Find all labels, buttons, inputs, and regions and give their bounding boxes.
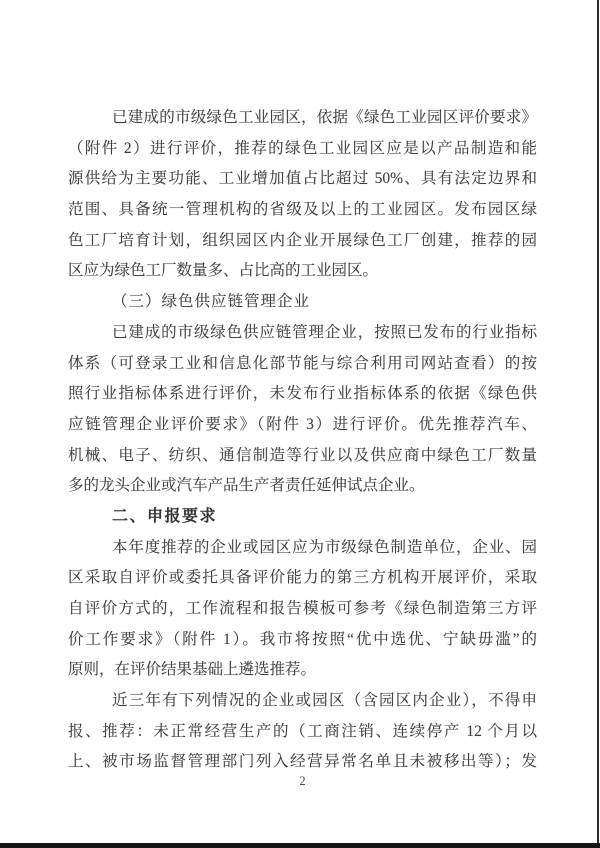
text-line: 近三年有下列情况的企业或园区（含园区内企业），不得申 [112, 692, 537, 710]
section-heading: （三）绿色供应链管理企业 [112, 293, 311, 311]
text-line: 原则，在评价结果基础上遴选推荐。 [68, 661, 317, 679]
text-line: 上、被市场监督管理部门列入经营异常名单且未被移出等）；发 [68, 753, 537, 771]
text-line: 范围、具备统一管理机构的省级及以上的工业园区。发布园区绿 [68, 201, 537, 219]
text-line: 本年度推荐的企业或园区应为市级绿色制造单位，企业、园 [112, 538, 537, 556]
section-heading: 二、申报要求 [112, 507, 218, 525]
text-line: 机械、电子、纺织、通信制造等行业以及供应商中绿色工厂数量 [68, 446, 537, 464]
text-block [68, 103, 537, 778]
text-line: 体系（可登录工业和信息化部节能与综合利用司网站查看）的按 [68, 354, 537, 372]
text-line: 区采取自评价或委托具备评价能力的第三方机构开展评价，采取 [68, 569, 537, 587]
scan-bottom-bar [0, 843, 600, 848]
text-line: 价工作要求》（附件 1）。我市将按照“优中选优、宁缺毋滥”的 [68, 630, 537, 648]
text-line: （附件 2）进行评价，推荐的绿色工业园区应是以产品制造和能 [68, 139, 537, 157]
page-number: 2 [299, 774, 306, 788]
text-line: 自评价方式的，工作流程和报告模板可参考《绿色制造第三方评 [68, 600, 537, 617]
text-line: 色工厂培育计划，组织园区内企业开展绿色工厂创建，推荐的园 [68, 231, 537, 249]
text-line: 已建成的市级绿色供应链管理企业，按照已发布的行业指标 [112, 323, 537, 341]
text-line: 已建成的市级绿色工业园区，依据《绿色工业园区评价要求》 [112, 109, 537, 126]
text-line: 多的龙头企业或汽车产品生产者责任延伸试点企业。 [68, 477, 425, 495]
scan-right-edge-line [597, 0, 599, 848]
text-line: 应链管理企业评价要求》（附件 3）进行评价。优先推荐汽车、 [68, 415, 537, 433]
text-line: 区应为绿色工厂数量多、占比高的工业园区。 [68, 262, 379, 280]
text-line: 报、推荐：未正常经营生产的（工商注销、连续停产 12 个月以 [68, 722, 537, 740]
text-line: 源供给为主要功能、工业增加值占比超过 50%、具有法定边界和 [68, 170, 537, 188]
text-line: 照行业指标体系进行评价，未发布行业指标体系的依据《绿色供 [68, 385, 537, 403]
